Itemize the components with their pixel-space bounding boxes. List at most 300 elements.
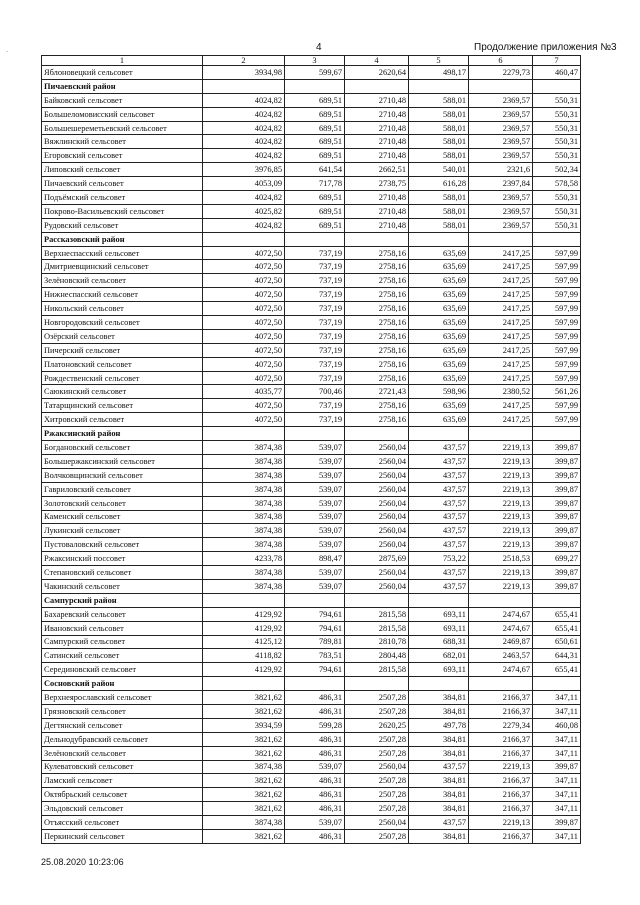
value-cell: 2417,25 [469,302,533,316]
table-row [42,510,581,524]
value-cell: 550,31 [533,107,581,121]
empty-cell [533,79,581,93]
value-cell: 4233,78 [203,552,285,566]
value-cell: 437,57 [409,760,469,774]
value-cell: 3821,62 [203,704,285,718]
value-cell: 2710,48 [345,121,409,135]
table-row [42,288,581,302]
value-cell: 550,31 [533,121,581,135]
value-cell: 3874,38 [203,468,285,482]
value-cell: 2474,67 [469,607,533,621]
value-cell: 539,07 [285,510,345,524]
empty-cell [203,677,285,691]
table-row [42,468,581,482]
empty-cell [345,593,409,607]
region-name: Рассказовский район [42,232,203,246]
value-cell: 2758,16 [345,371,409,385]
value-cell: 384,81 [409,746,469,760]
value-cell: 2758,16 [345,260,409,274]
value-cell: 794,61 [285,607,345,621]
value-cell: 399,87 [533,441,581,455]
value-cell: 616,28 [409,177,469,191]
settlement-name: Хитровский сельсовет [42,413,203,427]
value-cell: 550,31 [533,149,581,163]
empty-cell [203,427,285,441]
value-cell: 2507,28 [345,746,409,760]
value-cell: 4072,50 [203,246,285,260]
value-cell: 3874,38 [203,538,285,552]
value-cell: 597,99 [533,399,581,413]
column-header: 2 [203,56,285,66]
table-row [42,316,581,330]
value-cell: 597,99 [533,371,581,385]
table-row [42,66,581,80]
value-cell: 4024,82 [203,107,285,121]
value-cell: 2710,48 [345,93,409,107]
value-cell: 347,11 [533,746,581,760]
page-number: 4 [316,42,322,53]
settlement-name: Волчковщинский сельсовет [42,468,203,482]
value-cell: 693,11 [409,621,469,635]
value-cell: 794,61 [285,621,345,635]
value-cell: 486,31 [285,732,345,746]
value-cell: 4072,50 [203,302,285,316]
table-row [42,163,581,177]
value-cell: 437,57 [409,510,469,524]
value-cell: 2620,64 [345,66,409,80]
value-cell: 650,61 [533,635,581,649]
table-row [42,107,581,121]
value-cell: 2474,67 [469,663,533,677]
value-cell: 2560,04 [345,579,409,593]
value-cell: 737,19 [285,274,345,288]
table-row [42,566,581,580]
table-row [42,538,581,552]
value-cell: 539,07 [285,579,345,593]
value-cell: 588,01 [409,107,469,121]
value-cell: 2219,13 [469,579,533,593]
value-cell: 578,58 [533,177,581,191]
value-cell: 399,87 [533,579,581,593]
value-cell: 2721,43 [345,385,409,399]
settlement-name: Дмитриевщинский сельсовет [42,260,203,274]
value-cell: 4024,82 [203,218,285,232]
value-cell: 2397,84 [469,177,533,191]
value-cell: 2518,53 [469,552,533,566]
value-cell: 3821,62 [203,788,285,802]
value-cell: 598,96 [409,385,469,399]
empty-cell [285,427,345,441]
value-cell: 635,69 [409,246,469,260]
value-cell: 2369,57 [469,135,533,149]
settlement-name: Татарщинский сельсовет [42,399,203,413]
value-cell: 737,19 [285,413,345,427]
value-cell: 460,47 [533,66,581,80]
table-row [42,371,581,385]
value-cell: 2560,04 [345,510,409,524]
table-row [42,135,581,149]
table-row [42,746,581,760]
value-cell: 4072,50 [203,288,285,302]
value-cell: 588,01 [409,121,469,135]
value-cell: 3821,62 [203,774,285,788]
value-cell: 789,81 [285,635,345,649]
value-cell: 794,61 [285,663,345,677]
value-cell: 2507,28 [345,774,409,788]
value-cell: 2507,28 [345,802,409,816]
value-cell: 2166,37 [469,802,533,816]
table-row [42,496,581,510]
value-cell: 4129,92 [203,663,285,677]
value-cell: 498,17 [409,66,469,80]
value-cell: 384,81 [409,704,469,718]
column-header: 3 [285,56,345,66]
region-row [42,427,581,441]
column-header: 5 [409,56,469,66]
settlement-name: Чакинский сельсовет [42,579,203,593]
settlement-name: Вяжлинский сельсовет [42,135,203,149]
value-cell: 2507,28 [345,691,409,705]
value-cell: 689,51 [285,135,345,149]
empty-cell [285,677,345,691]
value-cell: 437,57 [409,441,469,455]
value-cell: 753,22 [409,552,469,566]
empty-cell [469,677,533,691]
table-row [42,413,581,427]
value-cell: 737,19 [285,246,345,260]
table-row [42,774,581,788]
settlement-name: Лукинский сельсовет [42,524,203,538]
value-cell: 2219,13 [469,441,533,455]
value-cell: 2166,37 [469,746,533,760]
value-cell: 737,19 [285,343,345,357]
value-cell: 2507,28 [345,788,409,802]
value-cell: 2474,67 [469,621,533,635]
value-cell: 635,69 [409,302,469,316]
value-cell: 2710,48 [345,218,409,232]
value-cell: 2758,16 [345,329,409,343]
value-cell: 2219,13 [469,482,533,496]
value-cell: 2219,13 [469,468,533,482]
table-row [42,691,581,705]
value-cell: 4024,82 [203,135,285,149]
value-cell: 689,51 [285,204,345,218]
table-row [42,357,581,371]
table-row [42,649,581,663]
value-cell: 635,69 [409,316,469,330]
value-cell: 539,07 [285,816,345,830]
region-row [42,79,581,93]
value-cell: 635,69 [409,357,469,371]
value-cell: 4025,82 [203,204,285,218]
settlement-name: Сампурский сельсовет [42,635,203,649]
value-cell: 635,69 [409,274,469,288]
table-header-row [42,56,581,66]
value-cell: 2166,37 [469,788,533,802]
value-cell: 588,01 [409,93,469,107]
value-cell: 599,28 [285,718,345,732]
value-cell: 644,31 [533,649,581,663]
value-cell: 2219,13 [469,538,533,552]
value-cell: 2560,04 [345,566,409,580]
value-cell: 635,69 [409,329,469,343]
value-cell: 588,01 [409,218,469,232]
value-cell: 2758,16 [345,288,409,302]
value-cell: 700,46 [285,385,345,399]
value-cell: 2758,16 [345,246,409,260]
value-cell: 3874,38 [203,482,285,496]
table-row [42,343,581,357]
value-cell: 597,99 [533,413,581,427]
value-cell: 437,57 [409,524,469,538]
empty-cell [345,427,409,441]
value-cell: 3874,38 [203,496,285,510]
settlement-name: Верхнеярославский сельсовет [42,691,203,705]
settlement-name: Егоровский сельсовет [42,149,203,163]
table-row [42,93,581,107]
value-cell: 737,19 [285,399,345,413]
table-body [42,56,581,844]
value-cell: 3874,38 [203,566,285,580]
table-row [42,218,581,232]
value-cell: 347,11 [533,704,581,718]
settlement-name: Бахаревский сельсовет [42,607,203,621]
empty-cell [345,677,409,691]
value-cell: 3821,62 [203,802,285,816]
settlement-name: Озёрский сельсовет [42,329,203,343]
continuation-label: Продолжение приложения №3 [474,42,617,53]
settlement-name: Каменский сельсовет [42,510,203,524]
value-cell: 4024,82 [203,191,285,205]
value-cell: 539,07 [285,496,345,510]
value-cell: 399,87 [533,468,581,482]
region-name: Сосновский район [42,677,203,691]
table-row [42,454,581,468]
value-cell: 3874,38 [203,816,285,830]
settlement-name: Большешереметьевский сельсовет [42,121,203,135]
value-cell: 2560,04 [345,816,409,830]
table-row [42,552,581,566]
value-cell: 2738,75 [345,177,409,191]
value-cell: 689,51 [285,191,345,205]
value-cell: 597,99 [533,302,581,316]
value-cell: 2560,04 [345,441,409,455]
column-header: 7 [533,56,581,66]
table-row [42,816,581,830]
settlement-name: Пичерский сельсовет [42,343,203,357]
settlement-name: Зелёновский сельсовет [42,274,203,288]
value-cell: 737,19 [285,260,345,274]
value-cell: 717,78 [285,177,345,191]
value-cell: 399,87 [533,760,581,774]
settlement-name: Отъясский сельсовет [42,816,203,830]
settlement-name: Большержаксинский сельсовет [42,454,203,468]
value-cell: 486,31 [285,746,345,760]
value-cell: 437,57 [409,496,469,510]
empty-cell [409,79,469,93]
empty-cell [203,79,285,93]
value-cell: 635,69 [409,399,469,413]
value-cell: 3976,85 [203,163,285,177]
value-cell: 597,99 [533,260,581,274]
margin-mark: · [6,48,9,56]
settlement-name: Гавриловский сельсовет [42,482,203,496]
table-row [42,579,581,593]
value-cell: 2369,57 [469,121,533,135]
value-cell: 682,01 [409,649,469,663]
value-cell: 2166,37 [469,704,533,718]
value-cell: 4125,12 [203,635,285,649]
value-cell: 655,41 [533,663,581,677]
table-row [42,621,581,635]
table-row [42,204,581,218]
value-cell: 2417,25 [469,371,533,385]
settlement-name: Эльдовский сельсовет [42,802,203,816]
value-cell: 539,07 [285,538,345,552]
value-cell: 597,99 [533,316,581,330]
table-row [42,191,581,205]
value-cell: 2758,16 [345,274,409,288]
settlement-name: Ржаксинский поссовет [42,552,203,566]
table-row [42,788,581,802]
value-cell: 2166,37 [469,829,533,843]
value-cell: 2710,48 [345,135,409,149]
value-cell: 2560,04 [345,760,409,774]
table-row [42,246,581,260]
value-cell: 437,57 [409,538,469,552]
value-cell: 2560,04 [345,482,409,496]
value-cell: 486,31 [285,704,345,718]
value-cell: 635,69 [409,260,469,274]
value-cell: 2166,37 [469,732,533,746]
value-cell: 2560,04 [345,454,409,468]
settlement-name: Октябрьский сельсовет [42,788,203,802]
table-row [42,149,581,163]
value-cell: 2369,57 [469,191,533,205]
value-cell: 347,11 [533,774,581,788]
empty-cell [409,593,469,607]
value-cell: 399,87 [533,816,581,830]
empty-cell [409,427,469,441]
value-cell: 384,81 [409,788,469,802]
value-cell: 599,67 [285,66,345,80]
value-cell: 486,31 [285,802,345,816]
value-cell: 4024,82 [203,93,285,107]
value-cell: 540,01 [409,163,469,177]
value-cell: 2710,48 [345,149,409,163]
value-cell: 2321,6 [469,163,533,177]
value-cell: 2369,57 [469,218,533,232]
value-cell: 2507,28 [345,829,409,843]
empty-cell [285,593,345,607]
value-cell: 2166,37 [469,691,533,705]
value-cell: 3821,62 [203,746,285,760]
value-cell: 3874,38 [203,524,285,538]
value-cell: 693,11 [409,607,469,621]
value-cell: 588,01 [409,191,469,205]
value-cell: 2758,16 [345,302,409,316]
value-cell: 737,19 [285,329,345,343]
value-cell: 2507,28 [345,704,409,718]
value-cell: 2417,25 [469,329,533,343]
empty-cell [345,232,409,246]
value-cell: 486,31 [285,774,345,788]
value-cell: 460,08 [533,718,581,732]
value-cell: 497,78 [409,718,469,732]
value-cell: 539,07 [285,566,345,580]
table-row [42,663,581,677]
value-cell: 347,11 [533,788,581,802]
value-cell: 2469,87 [469,635,533,649]
value-cell: 2219,13 [469,454,533,468]
value-cell: 2815,58 [345,607,409,621]
empty-cell [533,232,581,246]
settlement-name: Грязновский сельсовет [42,704,203,718]
value-cell: 693,11 [409,663,469,677]
settlement-name: Перкинский сельсовет [42,829,203,843]
value-cell: 2417,25 [469,316,533,330]
value-cell: 539,07 [285,454,345,468]
value-cell: 4072,50 [203,371,285,385]
value-cell: 2417,25 [469,399,533,413]
settlement-name: Покрово-Васильевский сельсовет [42,204,203,218]
value-cell: 4072,50 [203,357,285,371]
region-row [42,593,581,607]
settlement-name: Саюкинский сельсовет [42,385,203,399]
value-cell: 550,31 [533,204,581,218]
settlement-name: Никольский сельсовет [42,302,203,316]
settlement-name: Пустоваловский сельсовет [42,538,203,552]
value-cell: 2380,52 [469,385,533,399]
empty-cell [469,427,533,441]
empty-cell [285,232,345,246]
value-cell: 737,19 [285,316,345,330]
value-cell: 737,19 [285,288,345,302]
value-cell: 2219,13 [469,524,533,538]
value-cell: 4035,77 [203,385,285,399]
settlement-name: Ивановский сельсовет [42,621,203,635]
region-row [42,232,581,246]
value-cell: 384,81 [409,829,469,843]
value-cell: 597,99 [533,246,581,260]
value-cell: 3821,62 [203,829,285,843]
value-cell: 2417,25 [469,343,533,357]
value-cell: 3874,38 [203,579,285,593]
value-cell: 2369,57 [469,149,533,163]
empty-cell [533,593,581,607]
settlement-name: Дегтянский сельсовет [42,718,203,732]
table-row [42,635,581,649]
value-cell: 635,69 [409,371,469,385]
value-cell: 2279,73 [469,66,533,80]
value-cell: 539,07 [285,482,345,496]
table-row [42,177,581,191]
value-cell: 635,69 [409,413,469,427]
empty-cell [285,79,345,93]
settlement-name: Зелёновский сельсовет [42,746,203,760]
value-cell: 2417,25 [469,274,533,288]
value-cell: 2219,13 [469,760,533,774]
value-cell: 550,31 [533,191,581,205]
value-cell: 2875,69 [345,552,409,566]
empty-cell [469,232,533,246]
table-row [42,524,581,538]
table-row [42,260,581,274]
value-cell: 689,51 [285,107,345,121]
column-header: 4 [345,56,409,66]
table-row [42,607,581,621]
value-cell: 3874,38 [203,510,285,524]
